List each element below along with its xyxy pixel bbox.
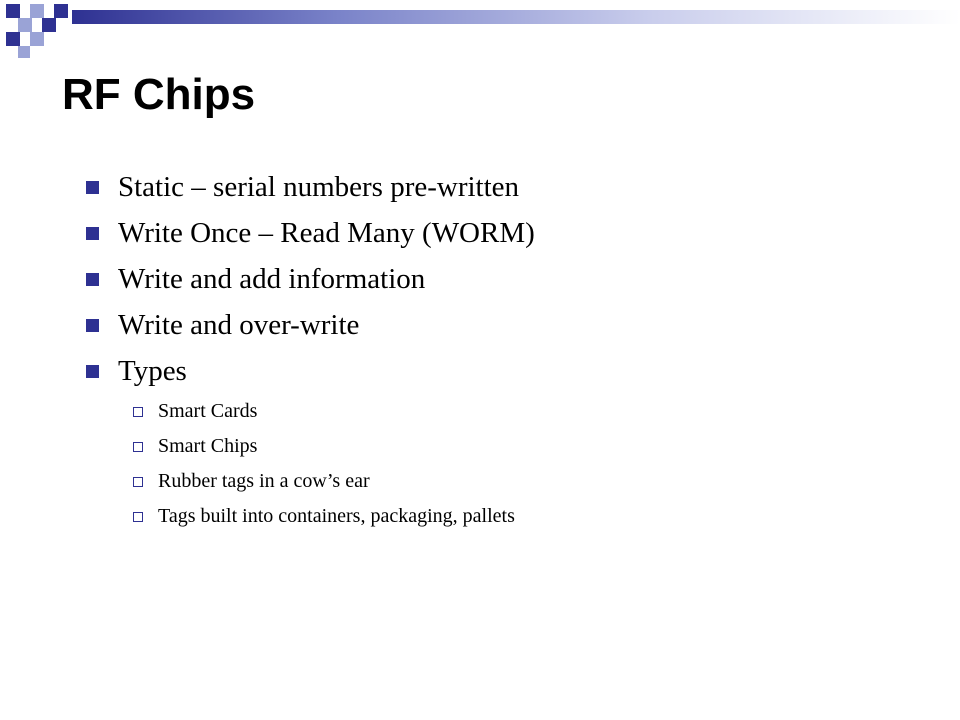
decorative-squares [0, 0, 80, 60]
bullet-list [86, 164, 946, 534]
hollow-square-bullet-icon [133, 407, 143, 417]
sub-bullet-text: Tags built into containers, packaging, pallets [158, 505, 515, 527]
deco-square [54, 4, 68, 18]
sub-bullet-item [86, 499, 946, 534]
deco-square [30, 4, 44, 18]
sub-bullet-text: Rubber tags in a cow’s ear [158, 470, 370, 492]
sub-bullet-item [86, 464, 946, 499]
header-gradient-bar [72, 10, 960, 24]
hollow-square-bullet-icon [133, 477, 143, 487]
filled-square-bullet-icon [86, 181, 99, 194]
filled-square-bullet-icon [86, 273, 99, 286]
sub-bullet-text: Smart Chips [158, 435, 258, 457]
bullet-item [86, 348, 946, 394]
bullet-text: Types [118, 354, 187, 387]
filled-square-bullet-icon [86, 319, 99, 332]
deco-square [18, 18, 32, 32]
deco-square [6, 4, 20, 18]
slide-title: RF Chips [62, 70, 256, 119]
bullet-text: Write Once – Read Many (WORM) [118, 216, 535, 249]
bullet-text: Static – serial numbers pre-written [118, 170, 520, 203]
filled-square-bullet-icon [86, 365, 99, 378]
bullet-item [86, 210, 946, 256]
filled-square-bullet-icon [86, 227, 99, 240]
hollow-square-bullet-icon [133, 442, 143, 452]
bullet-item [86, 164, 946, 210]
sub-bullet-item [86, 429, 946, 464]
bullet-text: Write and add information [118, 262, 426, 295]
hollow-square-bullet-icon [133, 512, 143, 522]
sub-bullet-item [86, 394, 946, 429]
deco-square [6, 32, 20, 46]
bullet-item [86, 302, 946, 348]
sub-bullet-text: Smart Cards [158, 400, 258, 422]
bullet-item [86, 256, 946, 302]
deco-square [42, 18, 56, 32]
deco-square [18, 46, 30, 58]
deco-square [30, 32, 44, 46]
bullet-text: Write and over-write [118, 308, 360, 341]
